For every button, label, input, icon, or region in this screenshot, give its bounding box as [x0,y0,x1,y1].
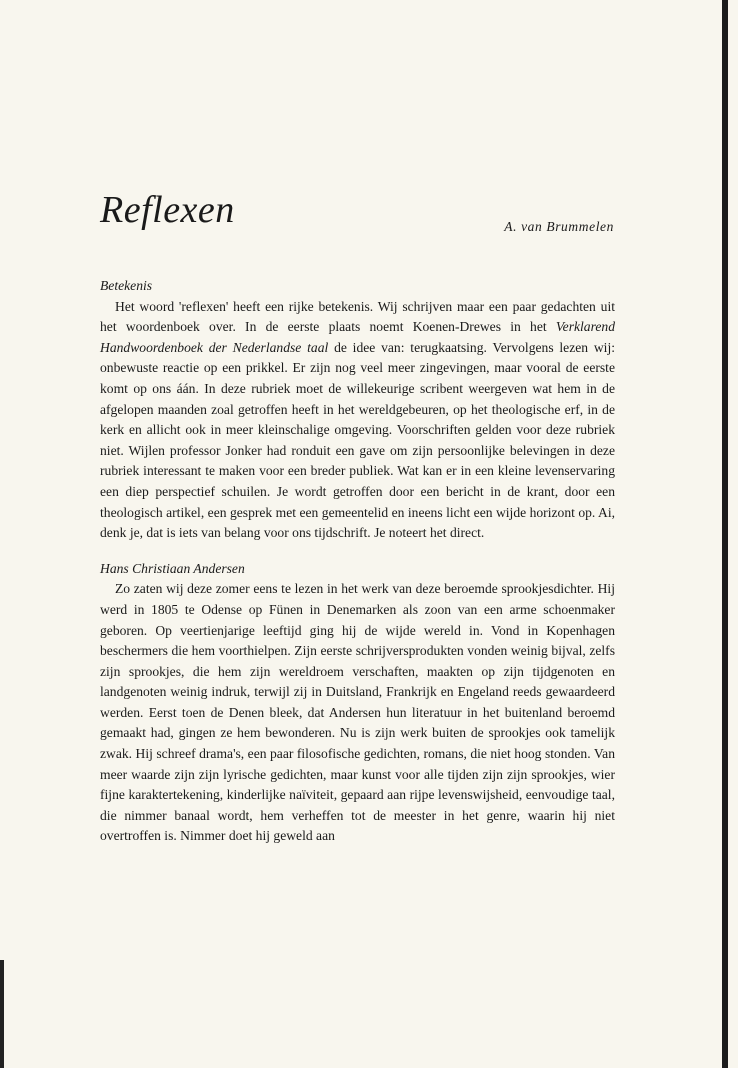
section-heading-betekenis: Betekenis [100,278,153,293]
paragraph-text: de idee van: terugkaatsing. Vervolgens lezen wij: onbewuste reactie op een prikkel. Er zijn nog veel meer zingevingen, maar vooral de eerste komt op ons áán. In deze rubriek moet de willekeurige scribent weergeven wat hem in de afgelopen maanden zoal getroffen heeft in het wereldgebeuren, op het theologische erf, in de kerk en allicht ook in meer kleinschalige omgeving. Voorschriften gelden voor deze rubriek niet. Wijlen professor Jonker had ronduit een gave om zijn persoonlijke belevingen in deze rubriek interessant te maken voor een breder publiek. Wat kan er in een kleine levenservaring een diep perspectief schuilen. Je wordt getroffen door een bericht in de krant, door een theologisch artikel, een gesprek met een gemeentelid en ineens licht een wijde horizont op. Ai, denk je, dat is iets van belang voor ons tijdschrift. Je noteert het direct. [100,339,616,541]
scan-edge-left [0,960,4,1068]
section-heading-andersen: Hans Christiaan Andersen [100,560,245,576]
article-body [100,276,615,847]
article-title: Reflexen [100,189,235,231]
paragraph-text: Het woord 'reflexen' heeft een rijke betekenis. Wij schrijven maar een paar gedachten uit het woordenboek over. In de eerste plaats noemt Koenen-Drewes in het [100,298,615,335]
book-title-italic: Verklarend Handwoordenboek der Nederlandse taal [100,319,615,355]
article-author: A. van Brummelen [504,219,614,234]
paragraph-andersen: Zo zaten wij deze zomer eens te lezen in het werk van deze beroemde sprookjesdichter. Hij werd in 1805 te Odense op Fünen in Denemarken als zoon van een arme schoenmaker geboren. Op veertienjarige leeftijd ging hij de wijde wereld in. Vond in Kopenhagen beschermers die hem voorthielpen. Zijn eerste schrijversprodukten vonden weinig bijval, zelfs zijn sprookjes, die hem zijn wereldroem verschaften, maakten op zijn tijdgenoten en landgenoten weinig indruk, terwijl zij in Duitsland, Frankrijk en Engeland reeds gewaardeerd werden. Eerst toen de Denen bleek, dat Andersen hun literatuur in het buitenland beroemd gemaakt had, gingen ze hem bewonderen. Nu is zijn werk buiten de sprookjes ook tamelijk zwak. Hij schreef drama's, een paar filosofische gedichten, romans, die niet hoog stonden. Van meer waarde zijn zijn lyrische gedichten, maar kunst voor alle tijden zijn zijn sprookjes, wier fijne karaktertekening, kinderlijke naïviteit, gepaard aan rijpe levenswijsheid, eenvoudige taal, die nimmer banaal wordt, hem verheffen tot de meester in het genre, waarin hij niet overtroffen is. Nimmer doet hij geweld aan [100,581,615,844]
paragraph-betekenis [100,297,615,544]
scan-edge-right [722,0,728,1068]
